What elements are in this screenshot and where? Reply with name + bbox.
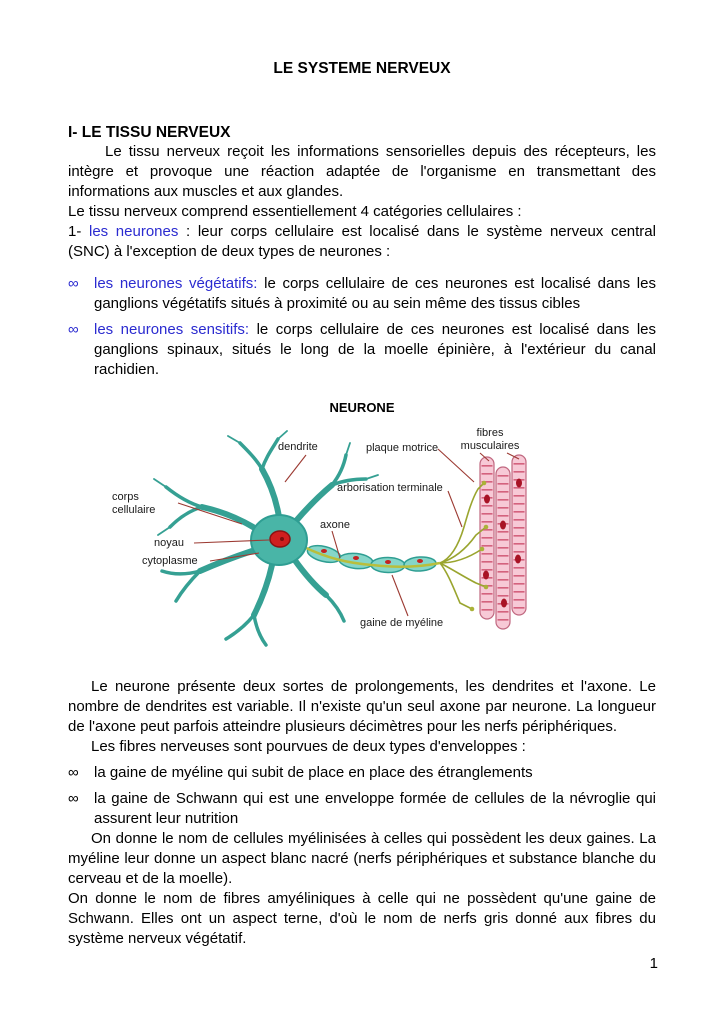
bullet-text [94, 320, 656, 380]
neurone-figure [82, 427, 642, 667]
label-gaine-de-myeline: gaine de myéline [360, 617, 444, 629]
bullet-rest: le corps cellulaire de ces neurones est localisé dans les ganglions spinaux, situés le long de la moelle épinière, à l'extérieur du canal rachidien. [94, 321, 656, 378]
figure-title: NEURONE [329, 400, 395, 415]
bullet-text [94, 274, 656, 314]
bullet-text: la gaine de myéline qui subit de place en place des étranglements [94, 764, 533, 781]
pointer-lines [178, 449, 519, 616]
nucleolus-drawing [280, 537, 284, 541]
bullet-lead: les neurones végétatifs: [94, 275, 258, 292]
neurones-rest: : leur corps cellulaire est localisé dans le système nerveux central (SNC) à l'exception de deux types de neurones : [68, 223, 656, 260]
paragraph-enveloppes: Les fibres nerveuses sont pourvues de deux types d'enveloppes : [91, 738, 526, 755]
page-number: 1 [649, 955, 658, 972]
paragraph-amyeliniques: On donne le nom de fibres amyéliniques à celle qui ne possèdent qu'une gaine de Schwann. Elles ont un aspect terne, d'où le nom de nerfs gris donné aux fibres du système nerveux végétatif. [68, 890, 656, 947]
paragraph-intro: Le tissu nerveux reçoit les informations sensorielles depuis des récepteurs, les intègre et provoque une réaction adaptée de l'organisme en transmettant des informations aux muscles et aux glandes. [68, 143, 656, 200]
label-fibres-musculaires: fibres musculaires [460, 427, 520, 452]
bullet-text: la gaine de Schwann qui est une enveloppe formée de cellules de la névroglie qui assurent leur nutrition [94, 790, 656, 827]
paragraph-categories: Le tissu nerveux comprend essentiellement 4 catégories cellulaires : [68, 203, 522, 220]
list-item-neurones-sensitifs [68, 320, 656, 380]
label-noyau: noyau [154, 537, 184, 549]
neurones-prefix: 1- [68, 223, 89, 240]
label-plaque-motrice: plaque motrice [366, 442, 439, 454]
bullet-rest: le corps cellulaire de ces neurones est localisé dans les ganglions végétatifs situés à proximité ou au sein même des tissus cibles [94, 275, 656, 312]
label-arborisation-terminale: arborisation terminale [337, 482, 443, 494]
myelin-sheath-drawing [306, 543, 437, 573]
list-item-neurones-vegetatifs [68, 274, 656, 314]
bullet-infinity-icon: ∞ [68, 790, 79, 807]
bullet-lead: les neurones sensitifs: [94, 321, 250, 338]
paragraph-neurones [68, 222, 656, 262]
neurones-link: les neurones [88, 223, 179, 240]
paragraph-myelinisees: On donne le nom de cellules myélinisées à celles qui possèdent les deux gaines. La myéline leur donne un aspect blanc nacré (nerfs périphériques et substance blanche du cerveau et de la moelle). [68, 830, 656, 887]
bullet-infinity-icon: ∞ [68, 275, 79, 292]
bullet-infinity-icon: ∞ [68, 321, 79, 338]
terminal-arborisation-drawing [440, 483, 486, 609]
paragraph-prolongements: Le neurone présente deux sortes de prolongements, les dendrites et l'axone. Le nombre de dendrites est variable. Il n'existe qu'un seul axone par neurone. La longueur de l'axone peut parfois atteindre plusieurs décimètres pour les nerfs périphériques. [68, 678, 656, 735]
list-item-gaine-schwann [68, 789, 656, 829]
page-title: LE SYSTEME NERVEUX [273, 60, 451, 77]
bullet-infinity-icon: ∞ [68, 764, 79, 781]
muscle-fibers-drawing [480, 455, 526, 629]
label-dendrite: dendrite [278, 441, 318, 453]
label-axone: axone [320, 519, 350, 531]
list-item-gaine-myeline [68, 763, 656, 783]
label-corps-cellulaire: corps cellulaire [112, 491, 156, 516]
label-cytoplasme: cytoplasme [142, 555, 198, 567]
section-heading: I- LE TISSU NERVEUX [68, 124, 231, 141]
